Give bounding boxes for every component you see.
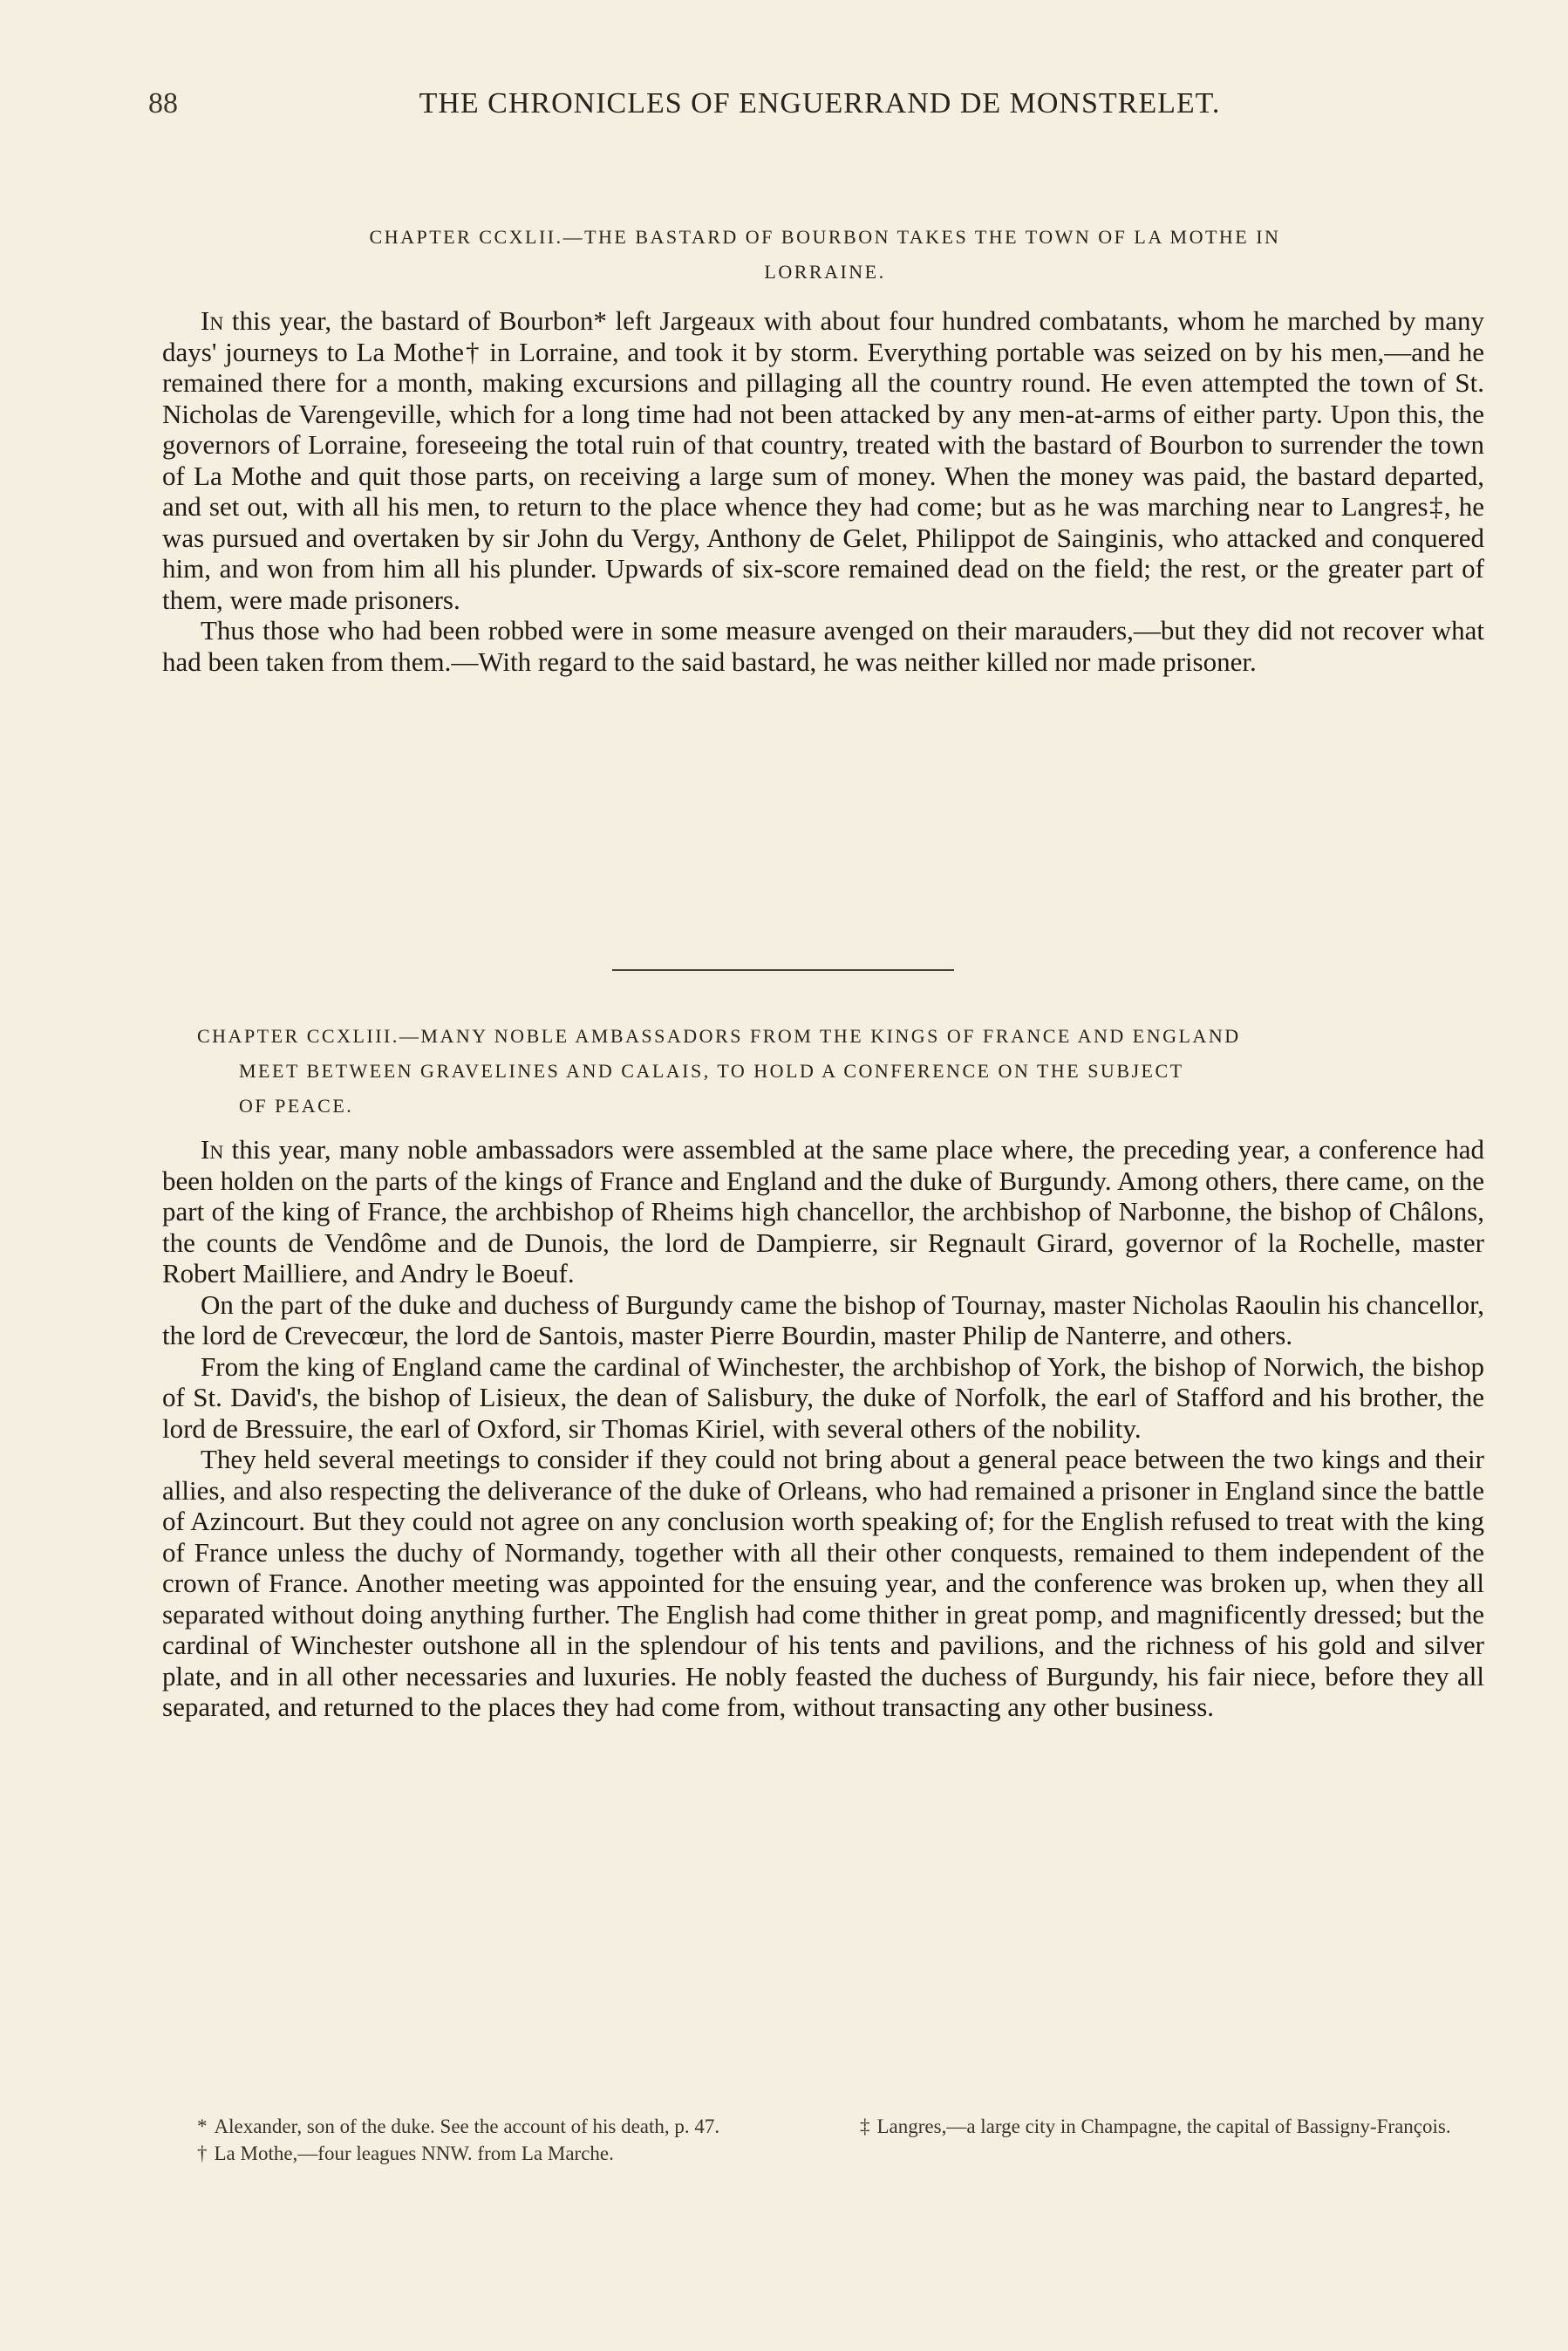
paragraph: [162, 305, 1484, 615]
footnote-column: [162, 2115, 773, 2169]
paragraph: Thus those who had been robbed were in some measure avenged on their marauders,—but they did not recover what had been taken from them.—With regard to the said bastard, he was neither killed nor made prisoner.: [162, 615, 1484, 677]
footnote: [825, 2115, 1484, 2138]
running-title: THE CHRONICLES OF ENGUERRAND DE MONSTRELET.: [419, 87, 1221, 120]
footnote-marker: *: [197, 2115, 208, 2137]
running-head: [148, 87, 1491, 131]
paragraph: From the king of England came the cardinal of Winchester, the archbishop of York, the bishop of Norwich, the bishop of St. David's, the bishop of Lisieux, the dean of Salisbury, the duke of Norfolk, the earl of Stafford and his brother, the lord de Bressuire, the earl of Oxford, sir Thomas Kiriel, with several others of the nobility.: [162, 1350, 1484, 1444]
footnote-marker: †: [197, 2143, 208, 2164]
footnote: [162, 2142, 773, 2165]
paragraph-text: this year, many noble ambassadors were assembled at the same place where, the preceding year, a conference had been holden on the parts of the kings of France and England and the duke of Burgundy. Among others, there came, on the part of the king of France, the archbishop of Rheims high chancellor, the archbishop of Narbonne, the bishop of Châlons, the counts de Vendôme and de Dunois, the lord de Dampierre, sir Regnault Girard, governor of la Rochelle, master Robert Mailliere, and Andry le Boeuf.: [162, 1134, 1484, 1288]
paragraph-opening-word: In: [201, 1134, 224, 1165]
chapter-heading-line: LORRAINE.: [764, 261, 886, 283]
footnote-text: Langres,—a large city in Champagne, the capital of Bassigny-François.: [876, 2115, 1451, 2137]
paragraph-opening-word: In: [201, 305, 224, 336]
footnote-text: La Mothe,—four leagues NNW. from La Marche.: [214, 2143, 614, 2164]
chapter-heading-line: CHAPTER CCXLIII.—MANY NOBLE AMBASSADORS FROM THE KINGS OF FRANCE AND ENGLAND: [197, 1025, 1241, 1047]
page-number: 88: [148, 87, 178, 120]
chapter-body: [162, 1134, 1484, 1723]
paragraph: On the part of the duke and duchess of Burgundy came the bishop of Tournay, master Nicholas Raoulin his chancellor, the lord de Crevecœur, the lord de Santois, master Pierre Bourdin, master Philip de Nanterre, and others.: [162, 1288, 1484, 1350]
chapter-heading: [216, 220, 1434, 290]
chapter-heading-line: OF PEACE.: [239, 1095, 354, 1117]
paragraph-text: this year, the bastard of Bourbon* left Jargeaux with about four hundred combatants, whom he marched by many days' journeys to La Mothe† in Lorraine, and took it by storm. Everything portable was seized on by his men,—and he remained there for a month, making excursions and pillaging all the country round. He even attempted the town of St. Nicholas de Varengeville, which for a long time had not been attacked by any men-at-arms of either party. Upon this, the governors of Lorraine, foreseeing the total ruin of that country, treated with the bastard of Bourbon to surrender the town of La Mothe and quit those parts, on receiving a large sum of money. When the money was paid, the bastard departed, and set out, with all his men, to return to the place whence they had come; but as he was marching near to Langres‡, he was pursued and overtaken by sir John du Vergy, Anthony de Gelet, Philippot de Sainginis, who attacked and conquered him, and won from him all his plunder. Upwards of six-score remained dead on the field; the rest, or the greater part of them, were made prisoners.: [162, 305, 1484, 615]
chapter-heading: [197, 1019, 1484, 1124]
footnote-column: [825, 2115, 1484, 2142]
chapter-body: [162, 305, 1484, 677]
paragraph: [162, 1134, 1484, 1289]
paragraph: They held several meetings to consider if they could not bring about a general peace between the two kings and their allies, and also respecting the deliverance of the duke of Orleans, who had remained a prisoner in England since the battle of Azincourt. But they could not agree on any conclusion worth speaking of; for the English refused to treat with the king of France unless the duchy of Normandy, together with all their other conquests, remained to them independent of the crown of France. Another meeting was appointed for the ensuing year, and the conference was broken up, when they all separated without doing anything further. The English had come thither in great pomp, and magnificently dressed; but the cardinal of Winchester outshone all in the splendour of his tents and pavilions, and the richness of his gold and silver plate, and in all other necessaries and luxuries. He nobly feasted the duchess of Burgundy, his fair niece, before they all separated, and returned to the places they had come from, without transacting any other business.: [162, 1444, 1484, 1722]
footnote: [162, 2115, 773, 2138]
footnote-marker: ‡: [860, 2115, 870, 2137]
chapter-heading-line: CHAPTER CCXLII.—THE BASTARD OF BOURBON TAKES THE TOWN OF LA MOTHE IN: [369, 226, 1281, 248]
footnote-text: Alexander, son of the duke. See the account of his death, p. 47.: [214, 2115, 720, 2137]
section-divider: [612, 969, 954, 971]
chapter-heading-line: MEET BETWEEN GRAVELINES AND CALAIS, TO HOLD A CONFERENCE ON THE SUBJECT: [239, 1060, 1184, 1082]
